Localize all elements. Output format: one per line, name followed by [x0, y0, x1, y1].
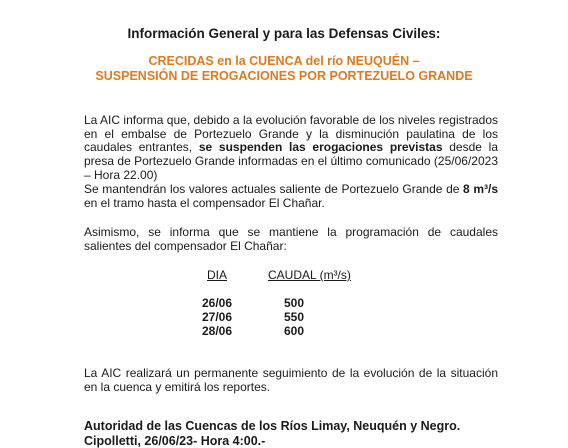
document-heading: Información General y para las Defensas Civiles: — [127, 26, 441, 41]
paragraph-suspension-bold: se suspenden las erogaciones previstas — [198, 140, 443, 155]
table-row-1-caudal: 500 — [284, 296, 305, 310]
subtitle-line-2: SUSPENSIÓN DE EROGACIONES POR PORTEZUELO GRANDE — [95, 69, 473, 83]
paragraph-flow-bold: 8 m³/s — [463, 182, 498, 196]
paragraph-suspension-text-1: La AIC informa que, debido a la evolución favorable de los niveles registrados en el embalse de Portezuelo Grande y la disminución paulatina de los caudales entrantes, — [84, 113, 498, 155]
paragraph-suspension-text-2: desde la presa de Portezuelo Grande informadas en el último comunicado (25/06/2023 – Hora 22.00) — [84, 140, 499, 182]
table-row-3-caudal: 600 — [284, 324, 305, 338]
table-row-3-dia: 28/06 — [202, 324, 233, 338]
footer-date: Cipolletti, 26/06/23- Hora 4:00.- — [84, 434, 266, 448]
subtitle-line-1: CRECIDAS en la CUENCA del río NEUQUÉN – — [148, 54, 420, 68]
paragraph-flow-text-1: Se mantendrán los valores actuales saliente de Portezuelo Grande de — [84, 182, 464, 196]
table-row-2-dia: 27/06 — [202, 310, 233, 324]
table-header-dia: DIA — [207, 268, 228, 282]
paragraph-suspension — [84, 114, 498, 183]
paragraph-flow-text-2: en el tramo hasta el compensador El Chañar. — [84, 195, 325, 210]
footer-authority: Autoridad de las Cuencas de los Ríos Limay, Neuquén y Negro. — [84, 419, 461, 433]
table-row-2-caudal: 550 — [284, 310, 305, 324]
table-row-1-dia: 26/06 — [202, 296, 233, 310]
paragraph-monitoring: La AIC realizará un permanente seguimiento de la evolución de la situación en la cuenca y emitirá los reportes. — [84, 366, 498, 394]
paragraph-flow-values — [84, 183, 498, 210]
paragraph-programming: Asimismo, se informa que se mantiene la programación de caudales salientes del compensador El Chañar: — [84, 225, 498, 253]
table-header-caudal: CAUDAL (m³/s) — [268, 268, 351, 282]
